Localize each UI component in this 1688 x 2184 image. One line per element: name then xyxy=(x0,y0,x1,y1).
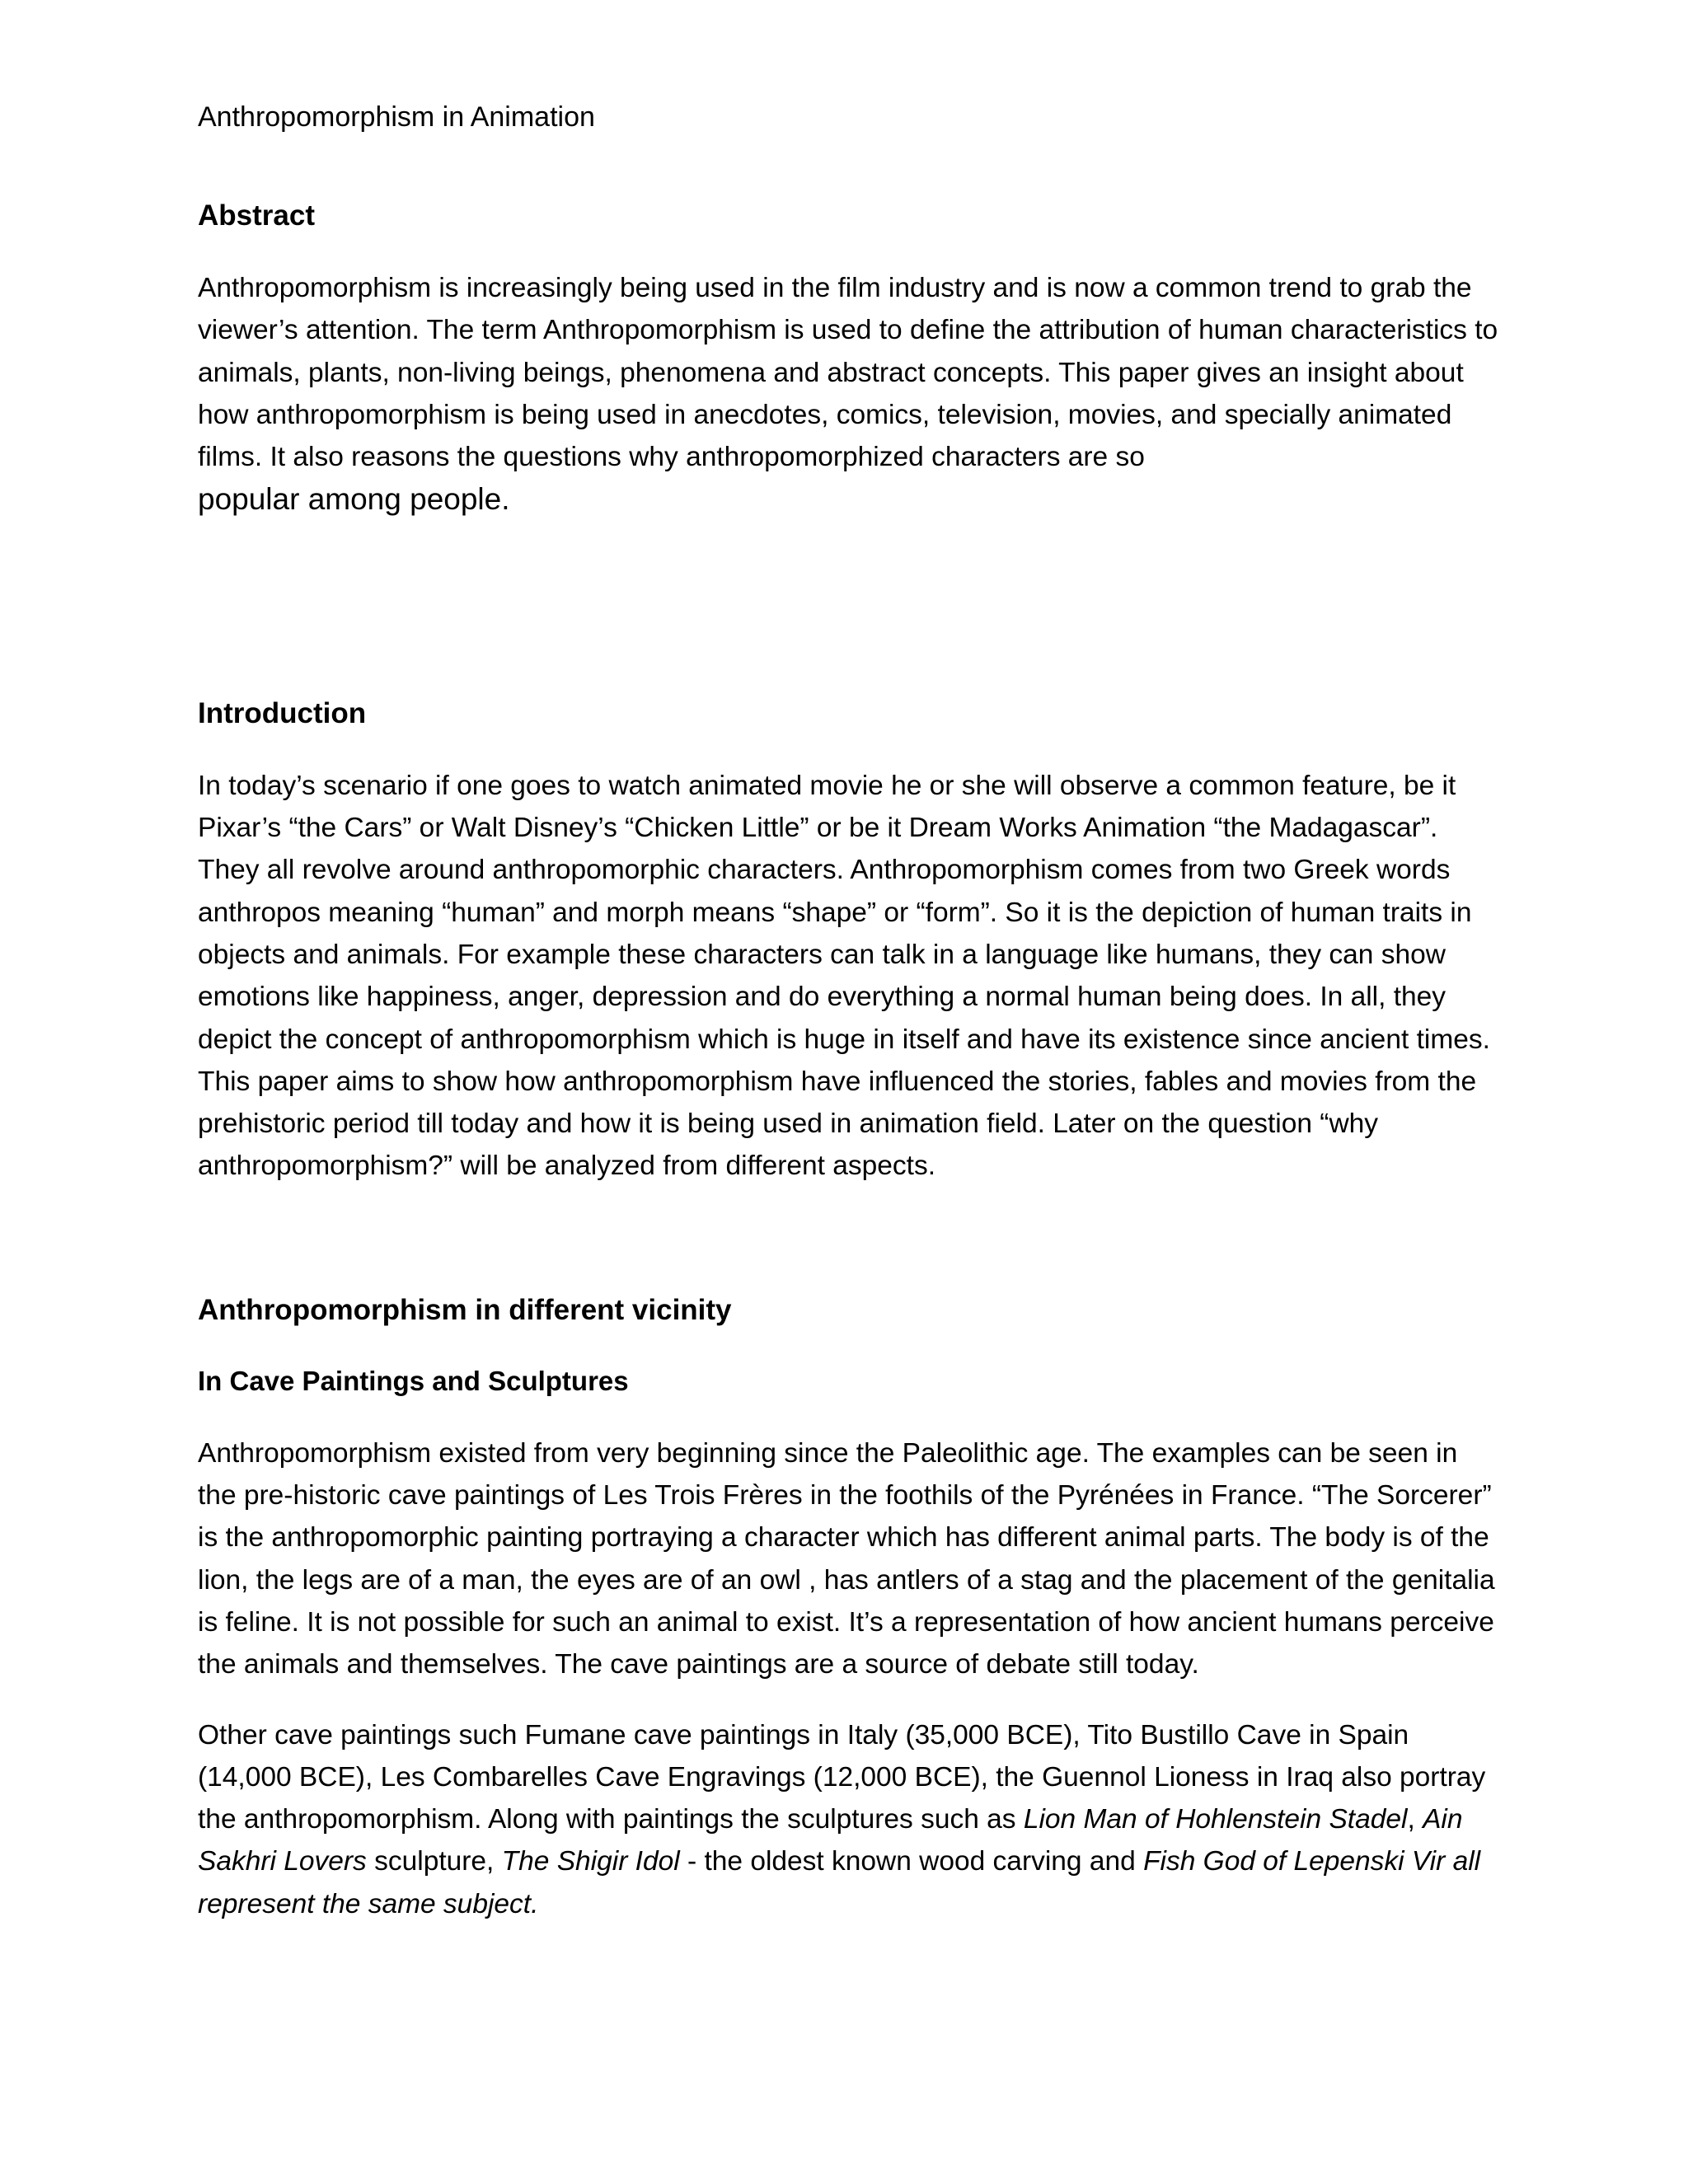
introduction-heading: Introduction xyxy=(198,696,367,729)
cave-paintings-paragraph-2 xyxy=(198,1714,1500,1925)
para2-text-4: - the oldest known wood carving and xyxy=(679,1846,1144,1877)
ain-sakhri-title: Ain Sakhri Lovers xyxy=(198,1804,1463,1877)
abstract-body: Anthropomorphism is increasingly being used in the film industry and is now a common trend to grab the viewer’s attention. The term Anthropomorphism is used to define the attribution of human characteristics to animals, plants, non-living beings, phenomena and abstract concepts. This paper gives an insight about how anthropomorphism is being used in anecdotes, comics, television, movies, and specially animated films. It also reasons the questions why anthropomorphized characters are so xyxy=(198,273,1498,473)
vicinity-section xyxy=(198,1291,1500,1925)
cave-paintings-subheading: In Cave Paintings and Sculptures xyxy=(198,1365,629,1396)
document-title: Anthropomorphism in Animation xyxy=(198,101,595,133)
abstract-paragraph xyxy=(198,267,1500,523)
abstract-section xyxy=(198,196,1500,523)
para2-text-1: Other cave paintings such Fumane cave paintings in Italy (35,000 BCE), Tito Bustillo Cave in Spain (14,000 BCE), Les Combarelles Cave Engravings (12,000 BCE), the Guennol Lioness in Iraq also portray the anthropomorphism. Along with paintings the sculptures such as xyxy=(198,1719,1486,1835)
abstract-body-tail: popular among people. xyxy=(198,482,510,517)
document-page xyxy=(198,97,1500,1925)
cave-paintings-paragraph-1: Anthropomorphism existed from very beginning since the Paleolithic age. The examples can be seen in the pre-historic cave paintings of Les Trois Frères in the foothils of the Pyrénées in France. “The Sorcerer” is the anthropomorphic painting portraying a character which has different animal parts. The body is of the lion, the legs are of a man, the eyes are of an owl , has antlers of a stag and the placement of the genitalia is feline. It is not possible for such an animal to exist. It’s a representation of how ancient humans perceive the animals and themselves. The cave paintings are a source of debate still today. xyxy=(198,1437,1495,1680)
fish-god-title: Fish God of Lepenski Vir all represent the same subject. xyxy=(198,1846,1481,1919)
lion-man-title: Lion Man of Hohlenstein Stadel xyxy=(1023,1804,1408,1835)
vicinity-heading: Anthropomorphism in different vicinity xyxy=(198,1293,732,1326)
abstract-heading: Abstract xyxy=(198,199,315,232)
para2-text-2: , xyxy=(1407,1804,1423,1835)
introduction-paragraph: In today’s scenario if one goes to watch animated movie he or she will observe a common feature, be it Pixar’s “the Cars” or Walt Disney’s “Chicken Little” or be it Dream Works Animation “the Madagascar”. They all revolve around anthropomorphic characters. Anthropomorphism comes from two Greek words anthropos meaning “human” and morph means “shape” or “form”. So it is the depiction of human traits in objects and animals. For example these characters can talk in a language like humans, they can show emotions like happiness, anger, depression and do everything a normal human being does. In all, they depict the concept of anthropomorphism which is huge in itself and have its existence since ancient times. This paper aims to show how anthropomorphism have influenced the stories, fables and movies from the prehistoric period till today and how it is being used in animation field. Later on the question “why anthropomorphism?” will be analyzed from different aspects. xyxy=(198,770,1490,1182)
introduction-section xyxy=(198,694,1500,1188)
shigir-idol-title: The Shigir Idol xyxy=(501,1846,680,1877)
para2-text-3: sculpture, xyxy=(366,1846,502,1877)
